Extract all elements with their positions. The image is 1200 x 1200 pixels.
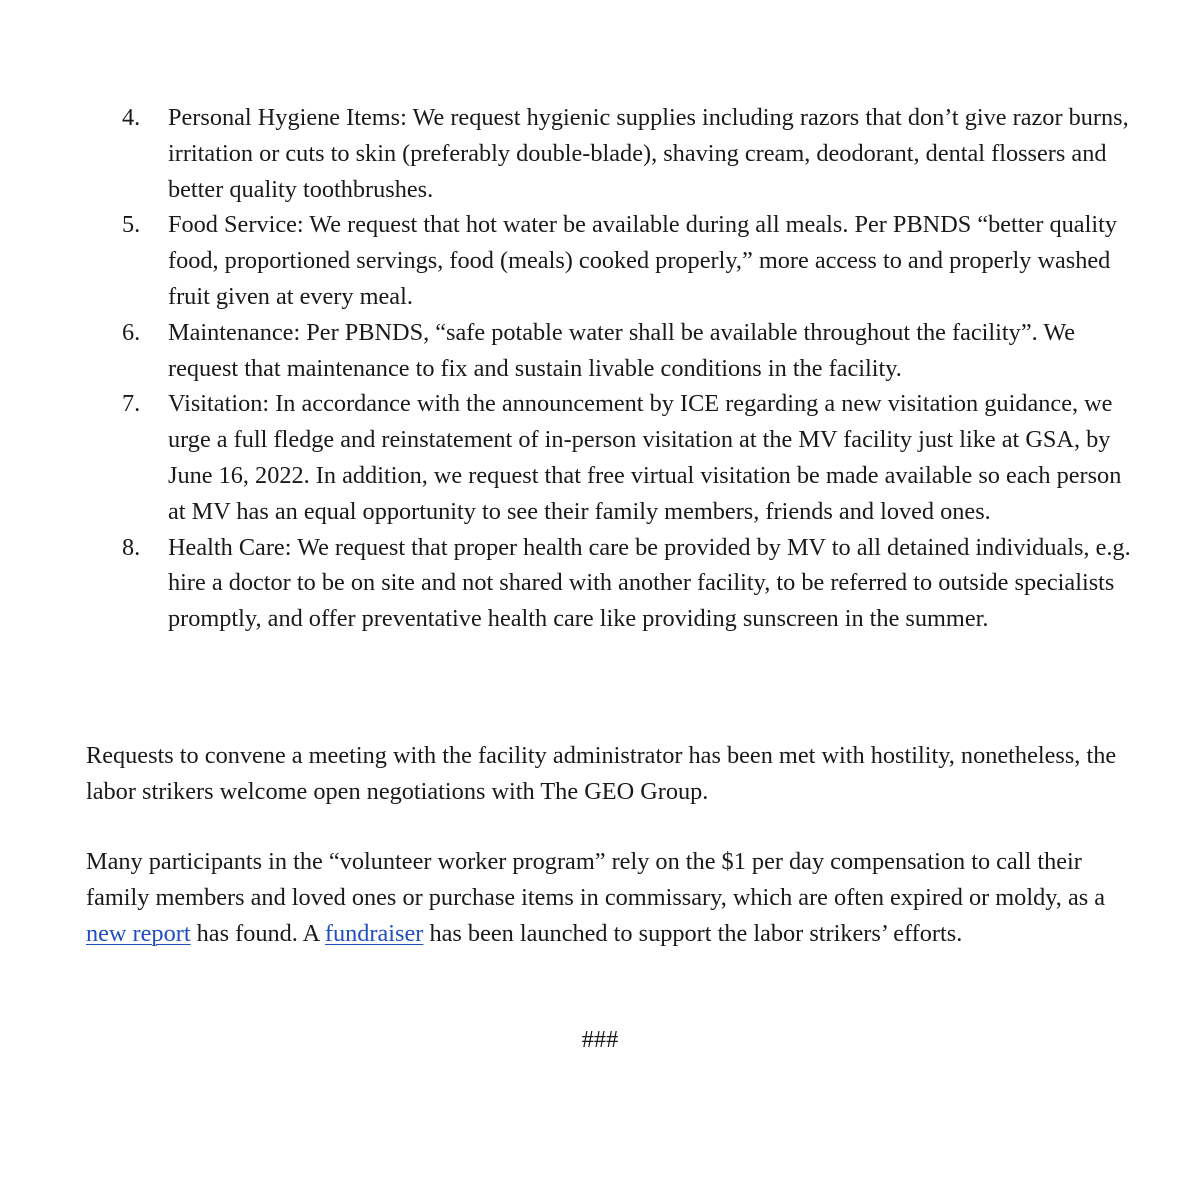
list-item-text: Food Service: We request that hot water be available during all meals. Per PBNDS “better quality food, proportioned servings, food (meals) cooked properly,” more access to and properly washed fruit given at every meal. [168,211,1117,310]
list-item-number: 7. [122,390,141,418]
volunteer-program-paragraph [86,844,1146,951]
list-item-text: Visitation: In accordance with the announcement by ICE regarding a new visitation guidance, we urge a full fledge and reinstatement of in-person visitation at the MV facility just like at GSA, by June 16, 2022. In addition, we request that free virtual visitation be made available so each person at MV has an equal opportunity to see their family members, friends and loved ones. [168,390,1122,525]
list-item-number: 6. [122,318,141,346]
paragraph-text: has found. A [190,919,325,947]
paragraph-text: Many participants in the “volunteer worker program” rely on the $1 per day compensation to call their family members and loved ones or purchase items in commissary, which are often expired or moldy, as a [86,848,1106,911]
list-item-text: Personal Hygiene Items: We request hygienic supplies including razors that don’t give razor burns, irritation or cuts to skin (preferably double-blade), shaving cream, deodorant, dental flossers and better quality toothbrushes. [168,104,1129,203]
list-item [122,315,1132,387]
list-item [122,530,1132,637]
paragraph-text: has been launched to support the labor strikers’ efforts. [423,919,963,947]
list-item-number: 4. [122,104,141,131]
meeting-request-paragraph: Requests to convene a meeting with the facility administrator has been met with hostility, nonetheless, the labor strikers welcome open negotiations with The GEO Group. [86,742,1117,805]
list-item-number: 5. [122,211,141,239]
list-item [122,100,1132,207]
end-of-release-mark: ### [581,1026,619,1053]
new-report-link[interactable]: new report [86,919,191,947]
list-item [122,386,1132,529]
list-item-text: Maintenance: Per PBNDS, “safe potable water shall be available throughout the facility”. We request that maintenance to fix and sustain livable conditions in the facility. [168,318,1076,382]
list-item-number: 8. [122,533,141,561]
fundraiser-link[interactable]: fundraiser [324,919,424,947]
list-item [122,207,1132,314]
requests-list [122,100,1132,637]
list-item-text: Health Care: We request that proper health care be provided by MV to all detained individuals, e.g. hire a doctor to be on site and not shared with another facility, to be referred to outside specialists promptly, and offer preventative health care like providing sunscreen in the summer. [168,533,1131,633]
